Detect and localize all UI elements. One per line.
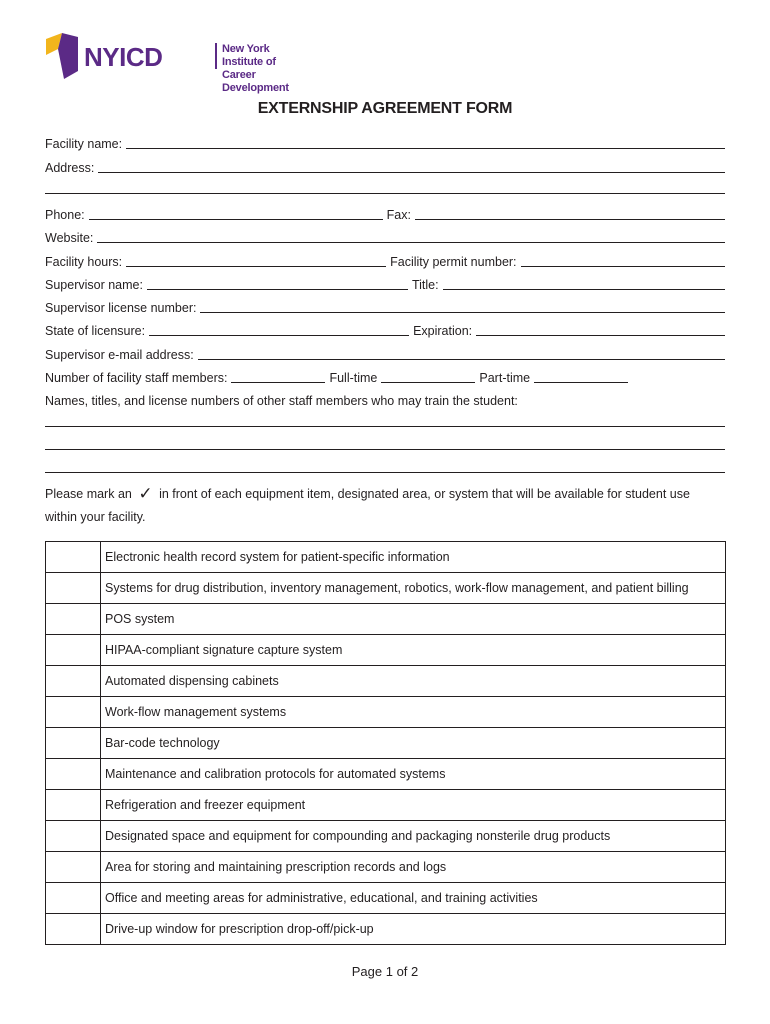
- equipment-checkbox[interactable]: [46, 635, 101, 666]
- equipment-checkbox[interactable]: [46, 790, 101, 821]
- equipment-item-label: Area for storing and maintaining prescription records and logs: [101, 852, 726, 883]
- staff-count-row: [45, 366, 725, 386]
- equipment-row: [46, 666, 726, 697]
- equipment-checkbox[interactable]: [46, 821, 101, 852]
- equipment-item-label: Systems for drug distribution, inventory management, robotics, work-flow management, and patient billing: [101, 573, 726, 604]
- equipment-checklist-table: [45, 541, 726, 945]
- address-row: [45, 156, 725, 176]
- website-label: Website:: [45, 231, 94, 245]
- phone-fax-row: [45, 203, 725, 223]
- equipment-checkbox[interactable]: [46, 728, 101, 759]
- equipment-item-label: Drive-up window for prescription drop-off/pick-up: [101, 914, 726, 945]
- equipment-instruction: [45, 482, 725, 529]
- supervisor-name-label: Supervisor name:: [45, 278, 143, 292]
- other-staff-line-1[interactable]: [45, 426, 725, 427]
- equipment-item-label: Bar-code technology: [101, 728, 726, 759]
- facility-permit-label: Facility permit number:: [390, 255, 517, 269]
- equipment-checkbox[interactable]: [46, 697, 101, 728]
- part-time-label: Part-time: [479, 371, 531, 385]
- equipment-item-label: Automated dispensing cabinets: [101, 666, 726, 697]
- equipment-row: [46, 852, 726, 883]
- supervisor-email-field[interactable]: [198, 359, 725, 360]
- phone-field[interactable]: [89, 219, 383, 220]
- equipment-row: [46, 883, 726, 914]
- other-staff-label: Names, titles, and license numbers of other staff members who may train the student:: [45, 394, 518, 408]
- equipment-row: [46, 790, 726, 821]
- equipment-item-label: Maintenance and calibration protocols for automated systems: [101, 759, 726, 790]
- other-staff-line-2[interactable]: [45, 449, 725, 450]
- facility-name-row: [45, 132, 725, 152]
- equipment-checkbox[interactable]: [46, 852, 101, 883]
- supervisor-license-row: [45, 296, 725, 316]
- equipment-checkbox[interactable]: [46, 883, 101, 914]
- equipment-checkbox[interactable]: [46, 542, 101, 573]
- page-number: Page 1 of 2: [351, 964, 419, 979]
- fax-label: Fax:: [386, 208, 411, 222]
- equipment-row: [46, 697, 726, 728]
- address-field[interactable]: [98, 172, 725, 173]
- equipment-row: [46, 542, 726, 573]
- facility-name-label: Facility name:: [45, 137, 123, 151]
- equipment-row: [46, 604, 726, 635]
- equipment-row: [46, 759, 726, 790]
- staff-count-label: Number of facility staff members:: [45, 371, 228, 385]
- part-time-field[interactable]: [534, 382, 628, 383]
- supervisor-license-field[interactable]: [200, 312, 725, 313]
- equipment-row: [46, 728, 726, 759]
- supervisor-title-label: Title:: [411, 278, 439, 292]
- equipment-row: [46, 914, 726, 945]
- equipment-item-label: POS system: [101, 604, 726, 635]
- fax-field[interactable]: [415, 219, 725, 220]
- supervisor-title-field[interactable]: [443, 289, 725, 290]
- facility-hours-label: Facility hours:: [45, 255, 123, 269]
- equipment-checkbox[interactable]: [46, 604, 101, 635]
- supervisor-license-label: Supervisor license number:: [45, 301, 197, 315]
- form-title: EXTERNSHIP AGREEMENT FORM: [257, 100, 513, 117]
- equipment-row: [46, 821, 726, 852]
- state-licensure-row: [45, 319, 725, 339]
- other-staff-line-3[interactable]: [45, 472, 725, 473]
- supervisor-name-field[interactable]: [147, 289, 408, 290]
- supervisor-name-row: [45, 273, 725, 293]
- equipment-item-label: Designated space and equipment for compounding and packaging nonsterile drug products: [101, 821, 726, 852]
- logo-divider: [215, 43, 217, 69]
- expiration-field[interactable]: [476, 335, 725, 336]
- equipment-checkbox[interactable]: [46, 759, 101, 790]
- equipment-checkbox[interactable]: [46, 573, 101, 604]
- website-row: [45, 226, 725, 246]
- equipment-item-label: Electronic health record system for patient-specific information: [101, 542, 726, 573]
- phone-label: Phone:: [45, 208, 85, 222]
- equipment-checkbox[interactable]: [46, 666, 101, 697]
- facility-name-field[interactable]: [126, 148, 725, 149]
- logo-wordmark: NYICD: [84, 42, 163, 72]
- full-time-field[interactable]: [381, 382, 475, 383]
- instruction-before: Please mark an: [45, 487, 132, 501]
- nyicd-logo: [44, 33, 304, 94]
- facility-permit-field[interactable]: [521, 266, 725, 267]
- equipment-item-label: HIPAA-compliant signature capture system: [101, 635, 726, 666]
- equipment-item-label: Work-flow management systems: [101, 697, 726, 728]
- supervisor-email-row: [45, 343, 725, 363]
- logo-line-1: New York Institute of: [222, 43, 276, 68]
- equipment-item-label: Office and meeting areas for administrative, educational, and training activities: [101, 883, 726, 914]
- facility-hours-row: [45, 250, 725, 270]
- logo-line-2: Career Development: [222, 69, 289, 94]
- equipment-item-label: Refrigeration and freezer equipment: [101, 790, 726, 821]
- website-field[interactable]: [97, 242, 725, 243]
- checkmark-icon: ✓: [138, 484, 153, 503]
- staff-count-field[interactable]: [231, 382, 325, 383]
- logo-mark-icon: [44, 33, 80, 79]
- state-licensure-label: State of licensure:: [45, 324, 146, 338]
- address-label: Address:: [45, 161, 95, 175]
- full-time-label: Full-time: [329, 371, 378, 385]
- supervisor-email-label: Supervisor e-mail address:: [45, 348, 194, 362]
- state-licensure-field[interactable]: [149, 335, 409, 336]
- address-field-line-2[interactable]: [45, 193, 725, 194]
- equipment-checkbox[interactable]: [46, 914, 101, 945]
- facility-hours-field[interactable]: [126, 266, 386, 267]
- logo-institution-name: [222, 43, 304, 95]
- expiration-label: Expiration:: [413, 324, 473, 338]
- instruction-after: in front of each equipment item, designated area, or system that will be available for student use within your facility.: [45, 487, 690, 524]
- equipment-row: [46, 635, 726, 666]
- other-staff-row: [45, 389, 725, 409]
- equipment-row: [46, 573, 726, 604]
